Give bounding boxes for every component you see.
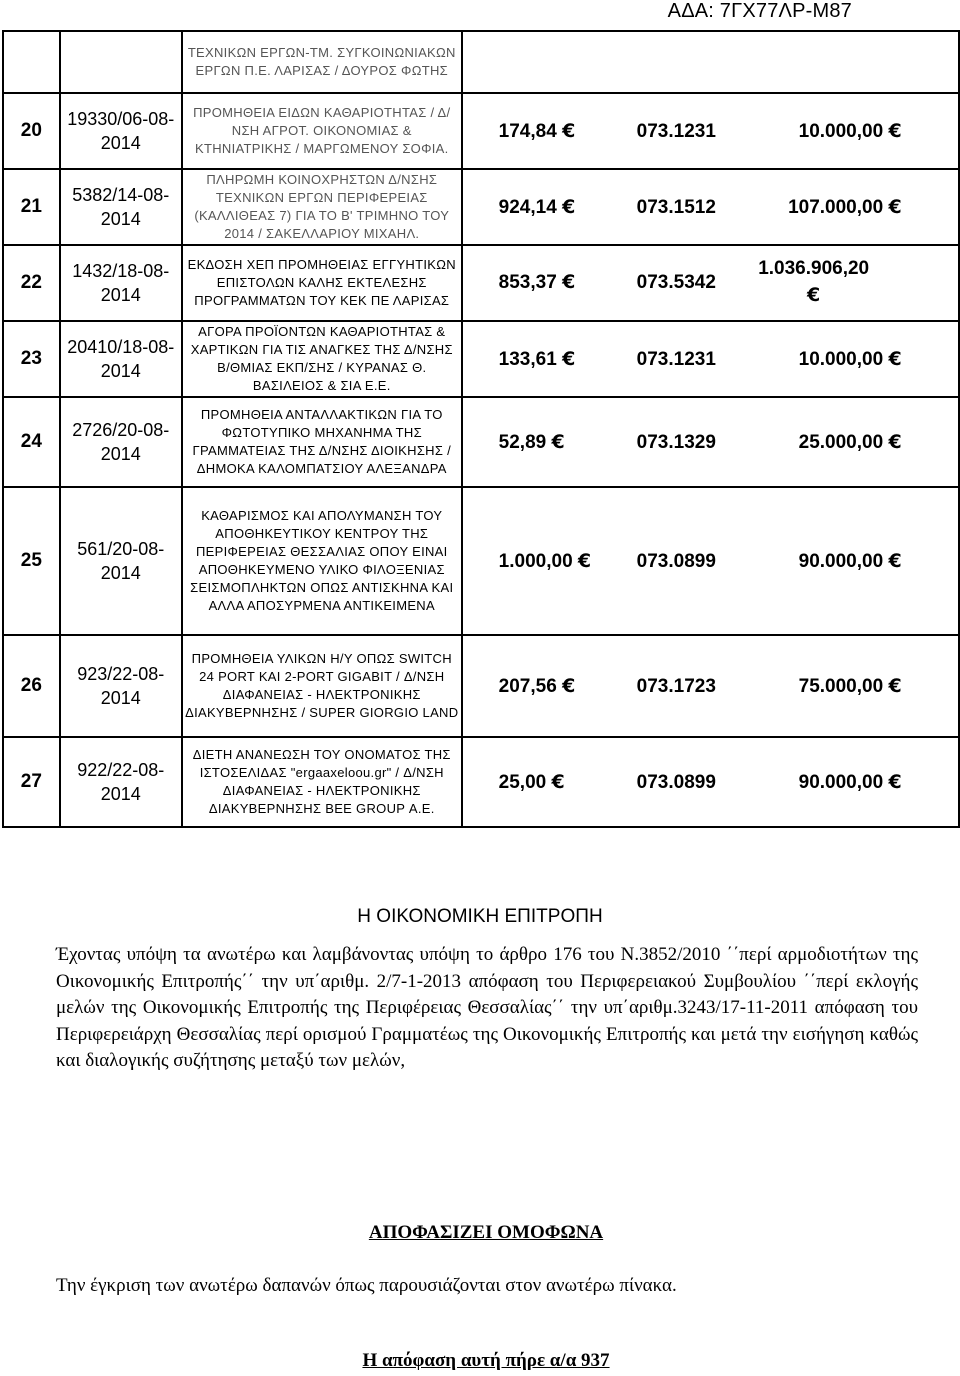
table-row [3, 737, 959, 827]
expense-amount [499, 550, 619, 573]
approval-text: Την έγκριση των ανωτέρω δαπανών όπως παρουσιάζονται στον ανωτέρω πίνακα. [56, 1275, 677, 1296]
euro-icon: € [888, 549, 902, 572]
expense-description: ΚΑΘΑΡΙΣΜΟΣ ΚΑΙ ΑΠΟΛΥΜΑΝΣΗ ΤΟΥ ΑΠΟΘΗΚΕΥΤΙΚΟΥ ΚΕΝΤΡΟΥ ΤΗΣ ΠΕΡΙΦΕΡΕΙΑΣ ΘΕΣΣΑΛΙΑΣ ΟΠΟΥ ΕΙΝΑΙ ΑΠΟΘΗΚΕΥΜΕΝΟ ΥΛΙΚΟ ΦΙΛΟΞΕΝΙΑΣ ΣΕΙΣΜΟΠΛΗΚΤΩΝ ΟΠΩΣ ΑΝΤΙΣΚΗΝΑ ΚΑΙ ΑΛΛΑ ΑΠΟΣΥΡΜΕΝΑ ΑΝΤΙΚΕΙΜΕΝΑ [182, 487, 462, 635]
euro-icon: € [562, 119, 576, 142]
protocol-number: 20410/18-08-2014 [60, 321, 182, 397]
decision-heading: ΑΠΟΦΑΣΙΖΕΙ ΟΜΟΦΩΝΑ [368, 1222, 604, 1243]
euro-icon: € [888, 674, 902, 697]
table-row [3, 31, 959, 93]
protocol-number: 2726/20-08-2014 [60, 397, 182, 487]
total-value: 90.000,00 [798, 550, 884, 572]
amount-group [462, 737, 959, 827]
protocol-number: 923/22-08-2014 [60, 635, 182, 737]
table-row [3, 93, 959, 169]
amount-group [462, 245, 959, 321]
budget-total [737, 120, 902, 143]
total-value: 25.000,00 [798, 431, 884, 453]
budget-total [737, 771, 902, 794]
total-value: 1.036.906,20 [758, 257, 870, 279]
amount-value: 174,84 [498, 120, 557, 142]
euro-icon: € [562, 195, 576, 218]
budget-total [737, 431, 902, 454]
row-number: 21 [3, 169, 60, 245]
euro-icon: € [551, 430, 565, 453]
total-value: 90.000,00 [798, 771, 884, 793]
budget-code: 073.1231 [636, 348, 716, 370]
amount-value: 853,37 [498, 272, 557, 294]
protocol-number: 19330/06-08-2014 [60, 93, 182, 169]
document-code: ΑΔΑ: 7ΓΧ77ΛΡ-Μ87 [667, 0, 852, 22]
euro-icon: € [562, 674, 576, 697]
protocol-number: 1432/18-08-2014 [60, 245, 182, 321]
euro-icon: € [888, 430, 902, 453]
amount-group [462, 635, 959, 737]
amount-group [462, 487, 959, 635]
budget-code: 073.1723 [636, 675, 716, 697]
expense-description: ΕΚΔΟΣΗ ΧΕΠ ΠΡΟΜΗΘΕΙΑΣ ΕΓΓΥΗΤΙΚΩΝ ΕΠΙΣΤΟΛΩΝ ΚΑΛΗΣ ΕΚΤΕΛΕΣΗΣ ΠΡΟΓΡΑΜΜΑΤΩΝ ΤΟΥ ΚΕΚ ΠΕ ΛΑΡΙΣΑΣ [182, 245, 462, 321]
row-number: 26 [3, 635, 60, 737]
table-row [3, 487, 959, 635]
table-row [3, 321, 959, 397]
amount-value: 924,14 [498, 196, 557, 218]
protocol-cell [60, 31, 182, 93]
amount-group [462, 169, 959, 245]
budget-total [737, 196, 902, 219]
table-row [3, 635, 959, 737]
budget-total [737, 256, 891, 309]
total-value: 107.000,00 [788, 196, 884, 218]
budget-total [737, 675, 902, 698]
expense-description: ΠΡΟΜΗΘΕΙΑ ΕΙΔΩΝ ΚΑΘΑΡΙΟΤΗΤΑΣ / Δ/ΝΣΗ ΑΓΡΟΤ. ΟΙΚΟΝΟΜΙΑΣ & ΚΤΗΝΙΑΤΡΙΚΗΣ / ΜΑΡΓΩΜΕΝΟΥ ΣΟΦΙΑ. [182, 93, 462, 169]
budget-code: 073.0899 [636, 550, 716, 572]
euro-icon: € [807, 283, 821, 306]
row-number-cell [3, 31, 60, 93]
amount-value: 52,89 [498, 431, 547, 453]
euro-icon: € [888, 770, 902, 793]
table-row [3, 245, 959, 321]
committee-heading: Η ΟΙΚΟΝΟΜΙΚΗ ΕΠΙΤΡΟΠΗ [357, 906, 603, 927]
row-number: 24 [3, 397, 60, 487]
expense-description: ΠΡΟΜΗΘΕΙΑ ΑΝΤΑΛΛΑΚΤΙΚΩΝ ΓΙΑ ΤΟ ΦΩΤΟΤΥΠΙΚΟ ΜΗΧΑΝΗΜΑ ΤΗΣ ΓΡΑΜΜΑΤΕΙΑΣ ΤΗΣ Δ/ΝΣΗΣ ΔΙΟΙΚΗΣΗΣ / ΔΗΜΟΚΑ ΚΑΛΟΜΠΑΤΣΙΟΥ ΑΛΕΞΑΝΔΡΑ [182, 397, 462, 487]
expense-amount [499, 675, 619, 698]
protocol-number: 561/20-08-2014 [60, 487, 182, 635]
amount-group [462, 93, 959, 169]
total-value: 10.000,00 [798, 120, 884, 142]
budget-code: 073.1231 [636, 120, 716, 142]
amount-value: 1.000,00 [498, 550, 573, 572]
budget-code: 073.5342 [636, 272, 716, 294]
euro-icon: € [888, 119, 902, 142]
amount-value: 25,00 [498, 771, 547, 793]
euro-icon: € [562, 347, 576, 370]
preamble-paragraph: Έχοντας υπόψη τα ανωτέρω και λαμβάνοντας υπόψη το άρθρο 176 του Ν.3852/2010 ΄΄περί αρμοδιοτήτων της Οικονομικής Επιτροπής΄΄ την υπ΄αριθμ. 2/7-1-2013 απόφαση του Περιφερειακού Συμβουλίου ΄΄περί εκλογής μελών της Οικονομικής Επιτροπής της Περιφέρειας Θεσσαλίας΄΄ την υπ΄αριθμ.3243/17-11-2011 απόφαση του Περιφερειάρχη Θεσσαλίας περί ορισμού Γραμματέως της Οικονομικής Επιτροπής και μετά την εισήγηση καθώς και διαλογικής συζήτησης μεταξύ των μελών, [56, 944, 918, 1071]
protocol-number: 5382/14-08-2014 [60, 169, 182, 245]
description-cell: ΤΕΧΝΙΚΩΝ ΕΡΓΩΝ-ΤΜ. ΣΥΓΚΟΙΝΩΝΙΑΚΩΝ ΕΡΓΩΝ Π.Ε. ΛΑΡΙΣΑΣ / ΔΟΥΡΟΣ ΦΩΤΗΣ [182, 31, 462, 93]
budget-code: 073.0899 [636, 771, 716, 793]
expense-description: ΠΛΗΡΩΜΗ ΚΟΙΝΟΧΡΗΣΤΩΝ Δ/ΝΣΗΣ ΤΕΧΝΙΚΩΝ ΕΡΓΩΝ ΠΕΡΙΦΕΡΕΙΑΣ (ΚΑΛΛΙΘΕΑΣ 7) ΓΙΑ ΤΟ Β' ΤΡΙΜΗΝΟ ΤΟΥ 2014 / ΣΑΚΕΛΛΑΡΙΟΥ ΜΙΧΑΗΛ. [182, 169, 462, 245]
euro-icon: € [577, 549, 592, 572]
budget-code: 073.1512 [636, 196, 716, 218]
expense-description: ΑΓΟΡΑ ΠΡΟΪΟΝΤΩΝ ΚΑΘΑΡΙΟΤΗΤΑΣ & ΧΑΡΤΙΚΩΝ ΓΙΑ ΤΙΣ ΑΝΑΓΚΕΣ ΤΗΣ Δ/ΝΣΗΣ Β/ΘΜΙΑΣ ΕΚΠ/ΣΗΣ / ΚΥΡΑΝΑΣ Θ. ΒΑΣΙΛΕΙΟΣ & ΣΙΑ Ε.Ε. [182, 321, 462, 397]
table-row [3, 169, 959, 245]
budget-code: 073.1329 [636, 431, 716, 453]
expense-amount [499, 196, 619, 219]
row-number: 25 [3, 487, 60, 635]
expense-amount [499, 431, 619, 454]
amount-value: 133,61 [498, 348, 557, 370]
row-number: 27 [3, 737, 60, 827]
euro-icon: € [888, 347, 902, 370]
row-number: 20 [3, 93, 60, 169]
protocol-number: 922/22-08-2014 [60, 737, 182, 827]
euro-icon: € [551, 770, 565, 793]
expense-description: ΔΙΕΤΗ ΑΝΑΝΕΩΣΗ ΤΟΥ ΟΝΟΜΑΤΟΣ ΤΗΣ ΙΣΤΟΣΕΛΙΔΑΣ "ergaaxeloou.gr" / Δ/ΝΣΗ ΔΙΑΦΑΝΕΙΑΣ - ΗΛΕΚΤΡΟΝΙΚΗΣ ΔΙΑΚΥΒΕΡΝΗΣΗΣ BEE GROUP Α.Ε. [182, 737, 462, 827]
table-row [3, 397, 959, 487]
expenses-table [2, 30, 960, 828]
expense-amount [499, 120, 619, 143]
table-body [3, 93, 959, 827]
total-value: 10.000,00 [798, 348, 884, 370]
budget-total [737, 348, 902, 371]
budget-total [737, 550, 902, 573]
amount-value: 207,56 [498, 675, 557, 697]
total-value: 75.000,00 [798, 675, 884, 697]
amount-group [462, 321, 959, 397]
row-number: 23 [3, 321, 60, 397]
euro-icon: € [562, 271, 576, 294]
row-number: 22 [3, 245, 60, 321]
euro-icon: € [888, 195, 902, 218]
amount-group [462, 397, 959, 487]
amount-cell [462, 31, 959, 93]
expense-amount [499, 771, 619, 794]
expense-amount [499, 271, 619, 294]
expense-description: ΠΡΟΜΗΘΕΙΑ ΥΛΙΚΩΝ Η/Υ ΟΠΩΣ SWITCH 24 PORT ΚΑΙ 2-PORT GIGABIT / Δ/ΝΣΗ ΔΙΑΦΑΝΕΙΑΣ - ΗΛΕΚΤΡΟΝΙΚΗΣ ΔΙΑΚΥΒΕΡΝΗΣΗΣ / SUPER GIORGIO LAND [182, 635, 462, 737]
decision-number: Η απόφαση αυτή πήρε α/α 937 [362, 1350, 610, 1371]
expense-amount [499, 348, 619, 371]
